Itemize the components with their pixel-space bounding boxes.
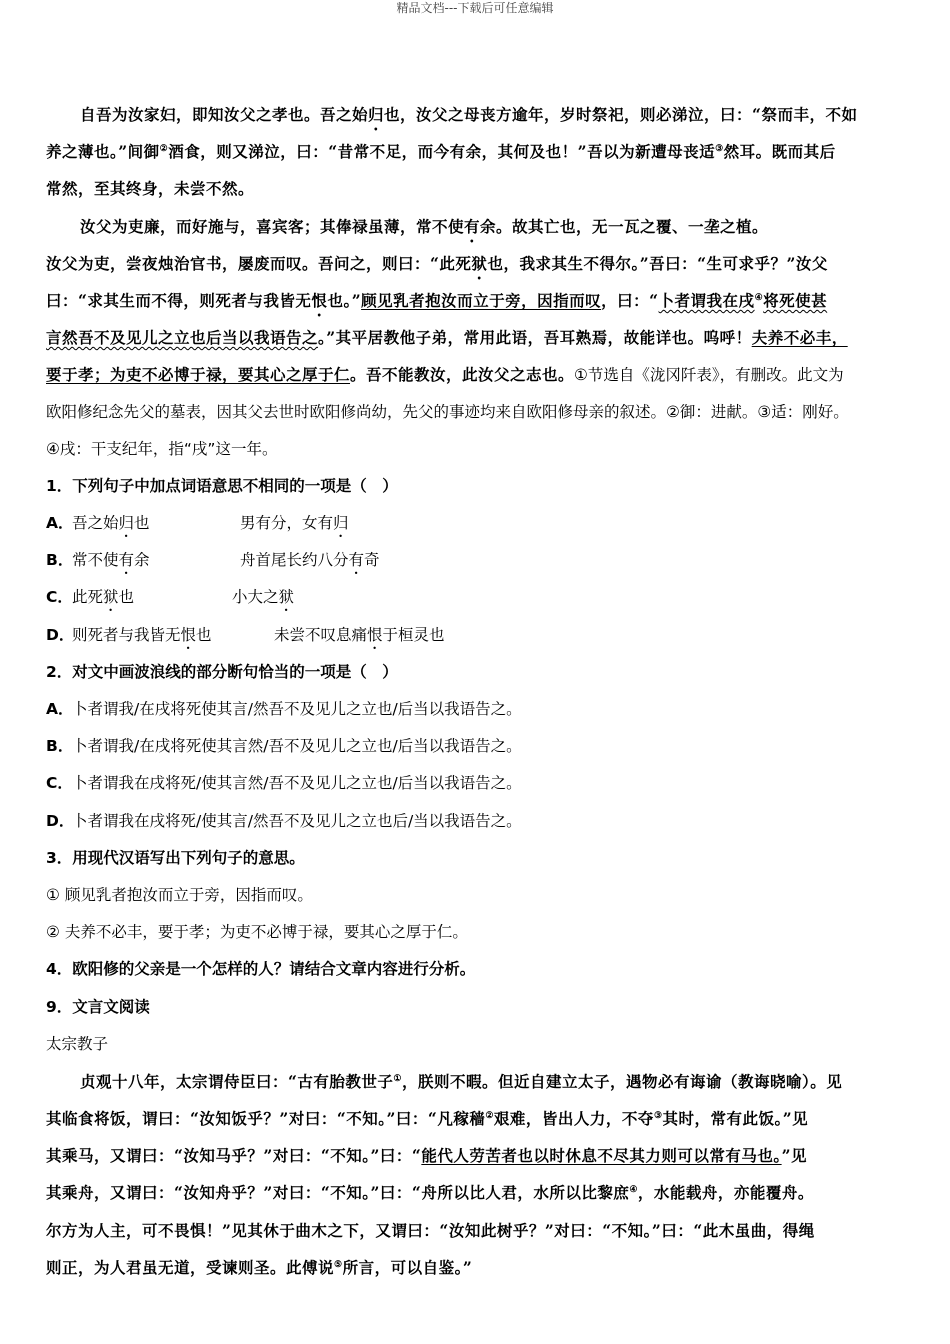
question-9-stem: 9．文言文阅读	[46, 997, 150, 1016]
passage1-line-6: 曰：“求其生而不得，则死者与我皆无恨也。”顾见乳者抱汝而立于旁，因指而叹，曰：“卜者谓我在戌④将死使甚	[46, 290, 828, 310]
q2-option-c: C．卜者谓我在戌将死/使其言然/吾不及见儿之立也/后当以我语告之。	[46, 774, 522, 793]
passage2-title: 太宗教子	[46, 1034, 109, 1053]
question-2-stem: 2．对文中画波浪线的部分断句恰当的一项是（ ）	[46, 662, 398, 681]
underlined-sentence-2: 夫养不必丰，	[751, 328, 848, 348]
document-body	[46, 96, 914, 1286]
question-3-stem: 3．用现代汉语写出下列句子的意思。	[46, 848, 305, 867]
page-header: 精品文档---下载后可任意编辑	[396, 1, 554, 15]
passage2-line-1: 贞观十八年，太宗谓侍臣曰：“古有胎教世子①，朕则不暇。但近自建立太子，遇物必有诲谕（教诲晓喻）。见	[80, 1071, 843, 1091]
q1-option-d: D．则死者与我皆无恨也 未尝不叹息痛恨于桓灵也	[46, 625, 445, 644]
passage2-line-4: 其乘舟，又谓曰：“汝知舟乎？”对曰：“不知。”曰：“舟所以比人君，水所以比黎庶④，水能载舟，亦能覆舟。	[46, 1183, 814, 1203]
passage2-line-6: 则正，为人君虽无道，受谏则圣。此傅说⑤所言，可以自鉴。”	[46, 1257, 473, 1277]
passage1-line-5: 汝父为吏，尝夜烛治官书，屡废而叹。吾问之，则曰：“此死狱也，我求其生不得尔。”吾曰：“生可求乎？”汝父	[46, 253, 828, 273]
q2-option-d: D．卜者谓我在戌将死/使其言/然吾不及见儿之立也后/当以我语告之。	[46, 811, 522, 830]
q3-sentence-1: ① 顾见乳者抱汝而立于旁，因指而叹。	[46, 885, 313, 904]
emphasis-char: 归	[368, 105, 385, 124]
passage2-line-3: 其乘马，又谓曰：“汝知马乎？”对曰：“不知。”曰：“能代人劳苦者也以时休息不尽其力则可以常有马也。”见	[46, 1146, 808, 1166]
passage1-line-2: 养之薄也。”间御②酒食，则又涕泣，曰：“昔常不足，而今有余，其何及也！”吾以为新遭母丧适③然耳。既而其后	[46, 142, 836, 162]
passage2-line-2: 其临食将饭，谓曰：“汝知饭乎？”对曰：“不知。”曰：“凡稼穑②艰难，皆出人力，不夺③其时，常有此饭。”见	[46, 1109, 809, 1129]
q3-sentence-2: ② 夫养不必丰，要于孝；为吏不必博于禄，要其心之厚于仁。	[46, 923, 468, 942]
q1-option-a: A．吾之始归也 男有分，女有归	[46, 514, 349, 533]
underlined-sentence-1: 顾见乳者抱汝而立于旁，因指而叹	[361, 290, 602, 310]
q1-option-b: B．常不使有余 舟首尾长约八分有奇	[46, 551, 380, 570]
emphasis-char: 有	[464, 216, 481, 236]
wavy-underlined-text-cont: 言然吾不及见儿之立也后当以我语告之	[46, 328, 319, 348]
emphasis-char: 狱	[471, 253, 488, 273]
footnote-text: ①节选自《泷冈阡表》，有删改。此文为	[574, 366, 844, 385]
passage1-line-3: 常然，至其终身，未尝不然。	[46, 179, 255, 199]
passage1-line-1: 自吾为汝家妇，即知汝父之孝也。吾之始归也，汝父之母丧方逾年，岁时祭祀，则必涕泣，曰：“祭而丰，不如	[80, 105, 858, 124]
passage1-line-8: 要于孝；为吏不必博于禄，要其心之厚于仁。吾不能教汝，此汝父之志也。①节选自《泷冈阡表》，有删改。此文为	[46, 365, 844, 385]
underlined-sentence-3: 能代人劳苦者也以时休息不尽其力则可以常有马也。	[421, 1146, 782, 1166]
passage1-line-4: 汝父为吏廉，而好施与，喜宾客；其俸禄虽薄，常不使有余。故其亡也，无一瓦之覆、一垄之植。	[80, 216, 769, 236]
question-1-stem: 1．下列句子中加点词语意思不相同的一项是（ ）	[46, 476, 398, 495]
passage2-line-5: 尔方为人主，可不畏惧！”见其休于曲木之下，又谓曰：“汝知此树乎？”对曰：“不知。”曰：“此木虽曲，得绳	[46, 1220, 815, 1240]
q1-option-c: C．此死狱也 小大之狱	[46, 588, 295, 607]
q2-option-b: B．卜者谓我/在戌将死使其言然/吾不及见儿之立也/后当以我语告之。	[46, 737, 522, 756]
q2-option-a: A．卜者谓我/在戌将死使其言/然吾不及见儿之立也/后当以我语告之。	[46, 700, 522, 718]
passage1-footnote-line-2: ④戌：干支纪年，指“戌”这一年。	[46, 439, 278, 458]
question-4-stem: 4．欧阳修的父亲是一个怎样的人？请结合文章内容进行分析。	[46, 960, 476, 979]
emphasis-char: 恨	[311, 290, 328, 310]
passage1-line-7: 言然吾不及见儿之立也后当以我语告之。”其平居教他子弟，常用此语，吾耳熟焉，故能详也。呜呼！夫养不必丰，	[46, 328, 848, 348]
passage1-footnote-line: 欧阳修纪念先父的墓表，因其父去世时欧阳修尚幼，先父的事迹均来自欧阳修母亲的叙述。②御：进献。③适：刚好。	[46, 402, 849, 421]
wavy-underlined-text: 卜者谓我在戌	[658, 290, 755, 310]
